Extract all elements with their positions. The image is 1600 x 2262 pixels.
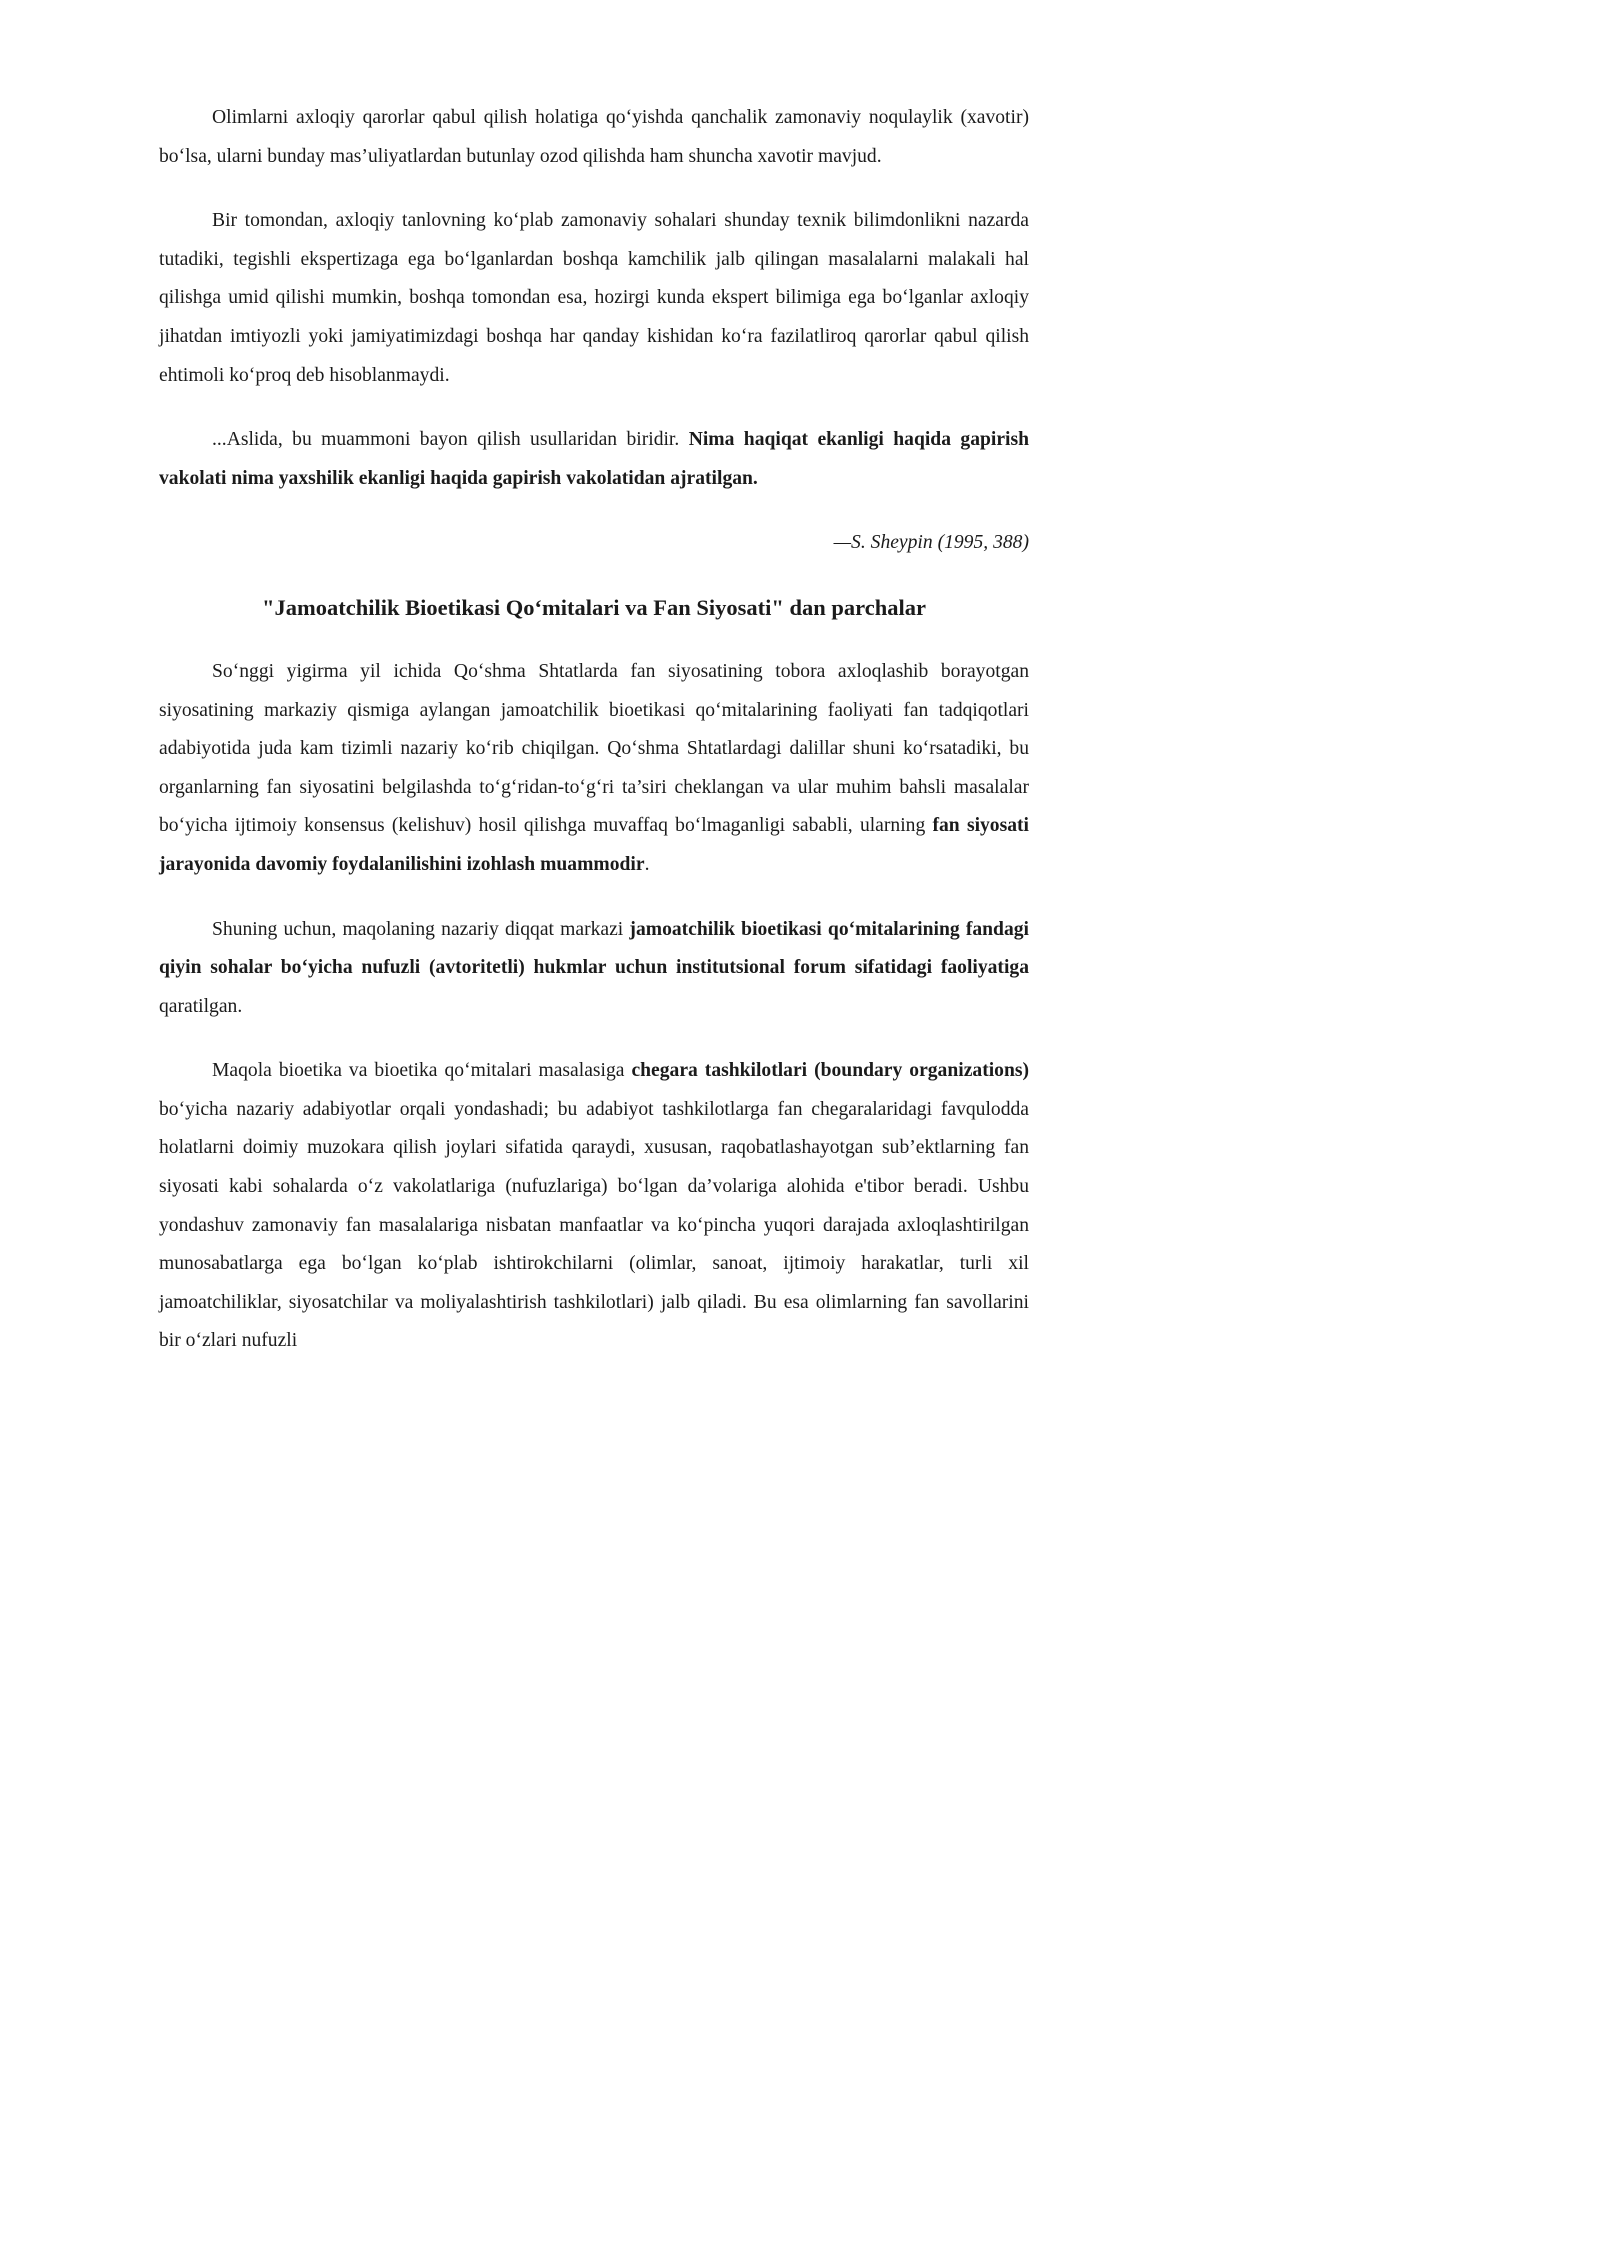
quote-attribution: —S. Sheypin (1995, 388) — [833, 532, 1029, 554]
paragraph-5-emphasis: jamoatchilik bioetikasi qo‘mitalarining fandagi qiyin sohalar bo‘yicha nufuzli (avtoritetli) hukmlar uchun institutsional forum sifatidagi faoliyatiga — [159, 918, 1029, 979]
document-page — [0, 0, 1100, 1556]
paragraph-6 — [159, 1052, 1029, 1361]
paragraph-5 — [159, 911, 1029, 1027]
section-heading: "Jamoatchilik Bioetikasi Qo‘mitalari va Fan Siyosati" dan parchalar — [262, 594, 926, 620]
quote-emphasis: Nima haqiqat ekanligi haqida gapirish vakolati nima yaxshilik ekanligi haqida gapirish vakolatidan ajratilgan. — [159, 429, 1029, 489]
paragraph-6-text: Maqola bioetika va bioetika qo‘mitalari masalasiga — [212, 1060, 632, 1082]
paragraph-4-emphasis: fan siyosati jarayonida davomiy foydalanilishini izohlash muammodir — [159, 815, 1029, 875]
paragraph-6-emphasis: chegara tashkilotlari (boundary organizations) — [631, 1060, 1030, 1082]
paragraph-5-text: Shuning uchun, maqolaning nazariy diqqat markazi — [212, 918, 630, 940]
paragraph-2 — [159, 202, 1029, 395]
paragraph-1 — [159, 99, 1029, 176]
paragraph-5-end: qaratilgan. — [159, 995, 243, 1017]
paragraph-2-text: Bir tomondan, axloqiy tanlovning ko‘plab zamonaviy sohalari shunday texnik bilimdonlikni nazarda tutadiki, tegishli ekspertizaga ega bo‘lganlardan boshqa kamchilik jalb qilingan masalalarni malakali hal qilishga umid qilishi mumkin, boshqa tomondan esa, hozirgi kunda ekspert bilimiga ega bo‘lganlar axloqiy jihatdan imtiyozli yoki jamiyatimizdagi boshqa har qanday kishidan ko‘ra fazilatliroq qarorlar qabul qilish ehtimoli ko‘proq deb hisoblanmaydi. — [159, 210, 1029, 386]
paragraph-1-text: Olimlarni axloqiy qarorlar qabul qilish holatiga qo‘yishda qanchalik zamonaviy noqulaylik (xavotir) bo‘lsa, ularni bunday mas’uliyatlardan butunlay ozod qilishda ham shuncha xavotir mavjud. — [159, 107, 1029, 167]
paragraph-6-continuation: bo‘yicha nazariy adabiyotlar orqali yondashadi; bu adabiyot tashkilotlarga fan chegaralaridagi favqulodda holatlarni doimiy muzokara qilish joylari sifatida qaraydi, xususan, raqobatlashayotgan sub’ektlarning fan siyosati kabi sohalarda o‘z vakolatlariga (nufuzlariga) bo‘lgan da’volariga alohida e'tibor beradi. Ushbu yondashuv zamonaviy fan masalalariga nisbatan manfaatlar va ko‘pincha yuqori darajada axloqlashtirilgan munosabatlarga ega bo‘lgan ko‘plab ishtirokchilarni (olimlar, sanoat, ijtimoiy harakatlar, turli xil jamoatchiliklar, siyosatchilar va moliyalashtirish tashkilotlari) jalb qiladi. Bu esa olimlarning fan savollarini bir o‘zlari nufuzli — [159, 1098, 1029, 1352]
quote-paragraph — [159, 421, 1029, 498]
paragraph-4-text: So‘nggi yigirma yil ichida Qo‘shma Shtatlarda fan siyosatining tobora axloqlashib borayotgan siyosatining markaziy qismiga aylangan jamoatchilik bioetikasi qo‘mitalarining faoliyati fan tadqiqotlari adabiyotida juda kam tizimli nazariy ko‘rib chiqilgan. Qo‘shma Shtatlardagi dalillar shuni ko‘rsatadiki, bu organlarning fan siyosatini belgilashda to‘g‘ridan-to‘g‘ri ta’siri cheklangan va ular muhim bahsli masalalar bo‘yicha ijtimoiy konsensus (kelishuv) hosil qilishga muvaffaq bo‘lmaganligi sababli, ularning — [159, 660, 1029, 837]
paragraph-4 — [159, 653, 1029, 885]
document-body — [159, 99, 1029, 1361]
paragraph-4-end: . — [644, 853, 650, 875]
quote-text: ...Aslida, bu muammoni bayon qilish usullaridan biridir. — [212, 429, 689, 451]
